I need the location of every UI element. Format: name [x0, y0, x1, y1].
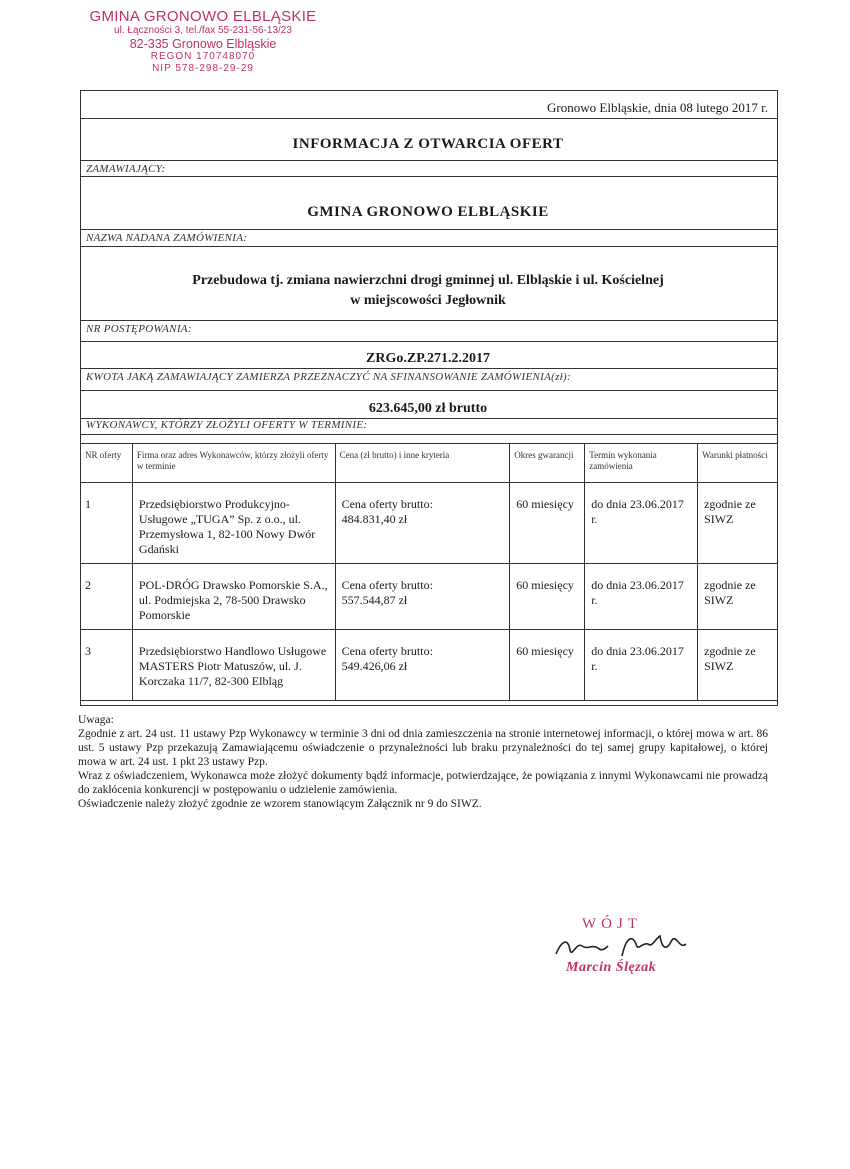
stamp-address: ul. Łączności 3, tel./fax 55-231-56-13/23	[114, 25, 292, 37]
offer-warranty: 60 miesięcy	[510, 564, 585, 630]
offer-deadline: do dnia 23.06.2017 r.	[585, 483, 698, 564]
offer-payment: zgodnie ze SIWZ	[698, 483, 778, 564]
offer-payment: zgodnie ze SIWZ	[698, 564, 778, 630]
divider	[80, 320, 778, 321]
table-row	[81, 483, 778, 564]
price-label: Cena oferty brutto:	[341, 644, 433, 658]
zamawiajacy-value: GMINA GRONOWO ELBLĄSKIE	[307, 204, 549, 220]
offer-warranty: 60 miesięcy	[510, 630, 585, 701]
offer-company: Przedsiębiorstwo Produkcyjno-Usługowe „TUGA” Sp. z o.o., ul. Przemysłowa 1, 82-100 Nowy Dwór Gdański	[132, 483, 335, 564]
table-row	[81, 564, 778, 630]
stamp-regon: REGON 170748070	[150, 51, 256, 63]
kwota-value: 623.645,00 zł brutto	[368, 401, 488, 416]
wykonawcy-label: WYKONAWCY, KTÓRZY ZŁOŻYLI OFERTY W TERMINIE:	[86, 419, 368, 431]
document-title: INFORMACJA Z OTWARCIA OFERT	[292, 136, 564, 152]
nazwa-label: NAZWA NADANA ZAMÓWIENIA:	[86, 232, 248, 244]
office-stamp	[88, 8, 318, 74]
column-header: Cena (zł brutto) i inne kryteria	[335, 444, 510, 483]
column-header: NR oferty	[81, 444, 133, 483]
offer-payment: zgodnie ze SIWZ	[698, 630, 778, 701]
offer-company: POL-DRÓG Drawsko Pomorskie S.A., ul. Podmiejska 2, 78-500 Drawsko Pomorskie	[132, 564, 335, 630]
divider	[80, 390, 778, 391]
note-paragraph: Wraz z oświadczeniem, Wykonawca może złożyć dokumenty bądź informacje, potwierdzające, że powiązania z innymi Wykonawcami nie prowadzą do zakłócenia konkurencji w postępowaniu o udzielenie zamówienia.	[78, 770, 768, 796]
divider	[80, 160, 778, 161]
offer-price	[335, 630, 510, 701]
offer-deadline: do dnia 23.06.2017 r.	[585, 630, 698, 701]
handwritten-signature	[552, 930, 712, 962]
note-paragraph: Oświadczenie należy złożyć zgodnie ze wzorem stanowiącym Załącznik nr 9 do SIWZ.	[78, 798, 482, 810]
offer-company: Przedsiębiorstwo Handlowo Usługowe MASTERS Piotr Matuszów, ul. J. Korczaka 11/7, 82-300 Elbląg	[132, 630, 335, 701]
column-header: Okres gwarancji	[510, 444, 585, 483]
signature-title: WÓJT	[582, 916, 642, 932]
zamawiajacy-label: ZAMAWIAJĄCY:	[86, 163, 166, 175]
stamp-name: GMINA GRONOWO ELBLĄSKIE	[89, 8, 317, 25]
column-header: Warunki płatności	[698, 444, 778, 483]
offer-deadline: do dnia 23.06.2017 r.	[585, 564, 698, 630]
divider	[80, 246, 778, 247]
price-value: 557.544,87 zł	[341, 593, 408, 607]
offer-warranty: 60 miesięcy	[510, 483, 585, 564]
nazwa-value	[80, 271, 776, 311]
note-section	[78, 713, 768, 811]
price-label: Cena oferty brutto:	[341, 497, 433, 511]
stamp-nip: NIP 578-298-29-29	[152, 62, 254, 74]
note-title: Uwaga:	[78, 714, 114, 726]
column-header: Termin wykonania zamówienia	[585, 444, 698, 483]
price-value: 549.426,06 zł	[341, 659, 408, 673]
offer-price	[335, 483, 510, 564]
nazwa-line-2: w miejscowości Jegłownik	[350, 293, 506, 308]
price-label: Cena oferty brutto:	[341, 578, 433, 592]
divider	[80, 229, 778, 230]
nr-value: ZRGo.ZP.271.2.2017	[366, 351, 490, 366]
divider	[80, 434, 778, 435]
stamp-city: 82-335 Gronowo Elbląskie	[129, 36, 277, 51]
price-value: 484.831,40 zł	[341, 512, 408, 526]
document-date: Gronowo Elbląskie, dnia 08 lutego 2017 r.	[547, 100, 768, 115]
offers-table	[80, 443, 778, 701]
table-row	[81, 630, 778, 701]
column-header: Firma oraz adres Wykonawców, którzy złożyli oferty w terminie	[132, 444, 335, 483]
divider	[80, 341, 778, 342]
offer-number: 2	[81, 564, 133, 630]
nr-label: NR POSTĘPOWANIA:	[86, 323, 192, 335]
kwota-label: KWOTA JAKĄ ZAMAWIAJĄCY ZAMIERZA PRZEZNACZYĆ NA SFINANSOWANIE ZAMÓWIENIA(zł):	[86, 371, 571, 383]
offer-number: 3	[81, 630, 133, 701]
note-paragraph: Zgodnie z art. 24 ust. 11 ustawy Pzp Wykonawcy w terminie 3 dni od dnia zamieszczenia na stronie internetowej informacji, o której mowa w art. 86 ust. 5 ustawy Pzp przekazują Zamawiającemu oświadczenie o przynależności lub braku przynależności do tej samej grupy kapitałowej, o której mowa w art. 24 ust. 1 pkt 23 ustawy Pzp.	[78, 728, 768, 768]
divider	[80, 118, 778, 119]
nazwa-line-1: Przebudowa tj. zmiana nawierzchni drogi gminnej ul. Elbląskie i ul. Kościelnej	[192, 273, 664, 288]
table-header-row	[81, 444, 778, 483]
offer-number: 1	[81, 483, 133, 564]
divider	[80, 368, 778, 369]
offer-price	[335, 564, 510, 630]
divider	[80, 176, 778, 177]
signature-name: Marcin Ślęzak	[566, 960, 657, 975]
